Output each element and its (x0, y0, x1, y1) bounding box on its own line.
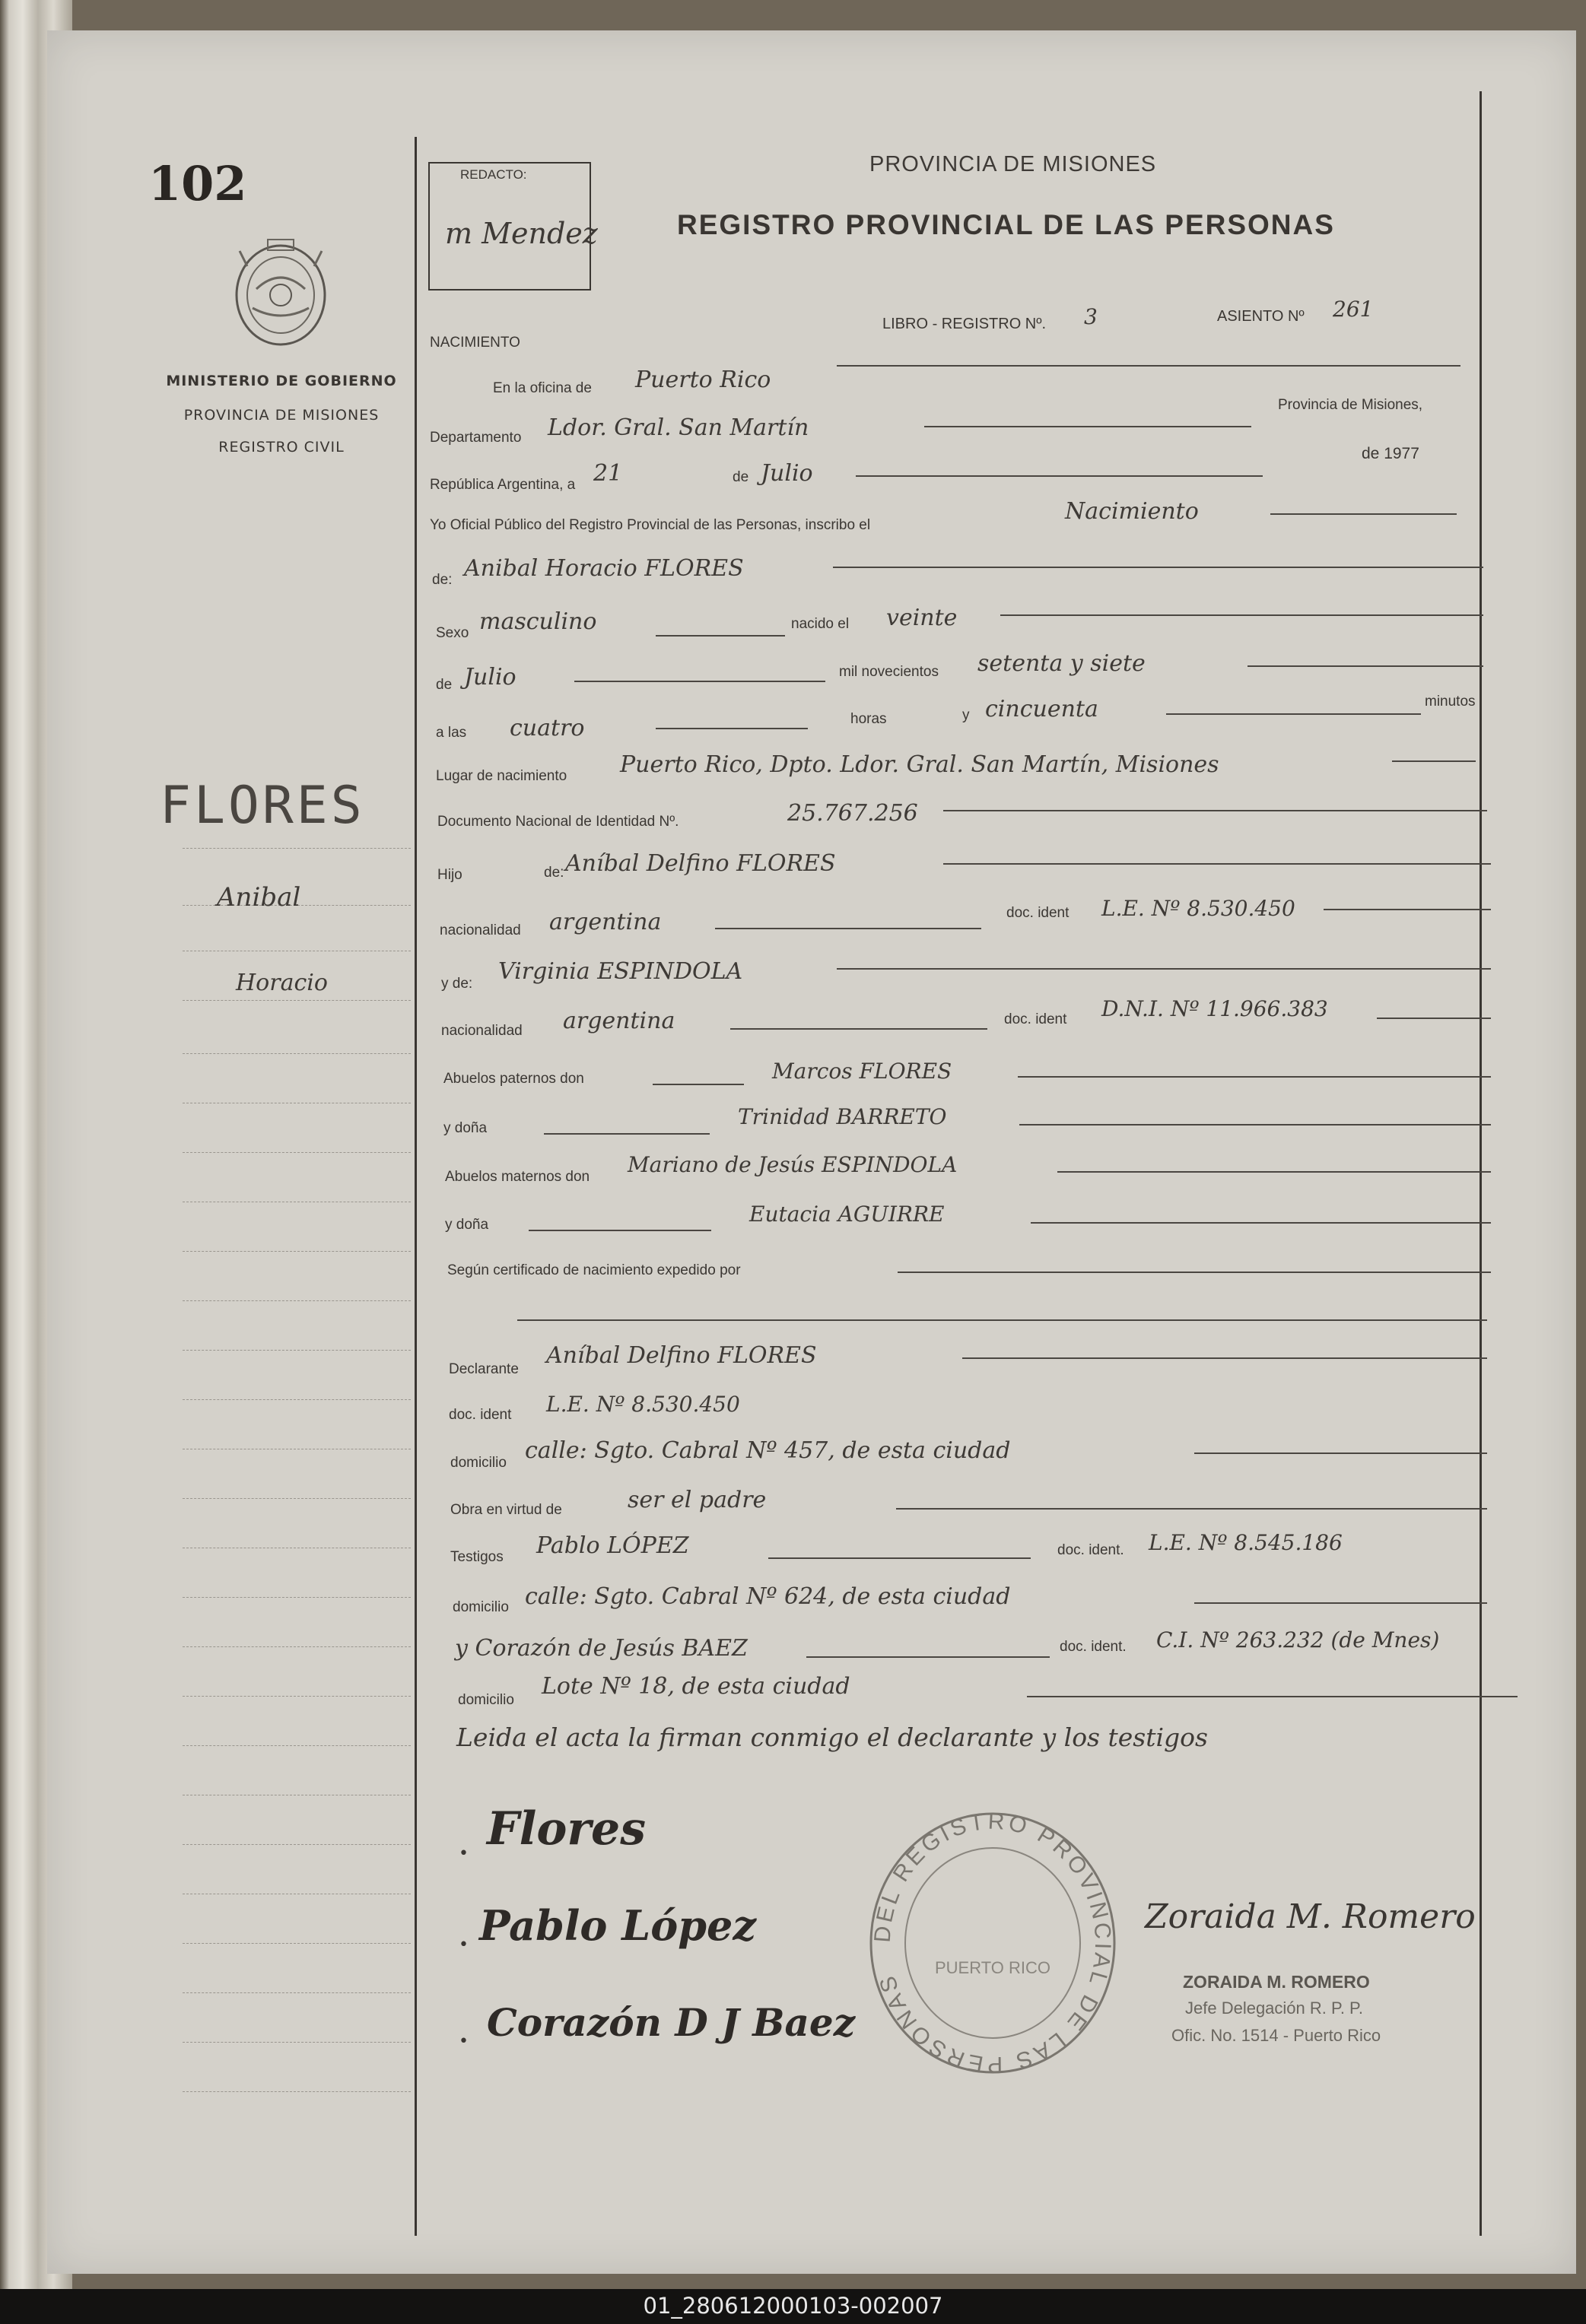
padre-nacionalidad-label: nacionalidad (440, 922, 521, 938)
abuelos-maternos-label: Abuelos maternos don (445, 1169, 590, 1185)
declarante-domicilio: calle: Sgto. Cabral Nº 457, de esta ciudad (525, 1437, 1011, 1464)
testigos-label: Testigos (450, 1549, 504, 1565)
stamp-official-name: ZORAIDA M. ROMERO (1183, 1972, 1370, 1992)
testigo2-domicilio-label: domicilio (458, 1692, 514, 1708)
yo-oficial-value: Nacimiento (1065, 498, 1199, 525)
abuelo-paterno: Marcos FLORES (772, 1059, 952, 1084)
asiento-label: ASIENTO Nº (1217, 308, 1305, 325)
margin-line (183, 1696, 411, 1697)
nacido-value: veinte (886, 605, 958, 631)
madre-label: y de: (441, 976, 473, 992)
testigo1-doc: L.E. Nº 8.545.186 (1149, 1530, 1343, 1555)
y-label: y (962, 707, 970, 723)
lugar-label: Lugar de nacimiento (436, 768, 567, 784)
year-label: de 1977 (1362, 445, 1419, 462)
declarante-label: Declarante (449, 1361, 519, 1377)
fill-line (1392, 760, 1476, 762)
fill-line (943, 863, 1491, 865)
margin-line (183, 1943, 411, 1944)
fill-line (1018, 1076, 1491, 1078)
fill-line (1194, 1452, 1487, 1454)
testigo2-signature: Corazón D J Baez (487, 2000, 856, 2045)
padre-nacionalidad: argentina (549, 909, 662, 935)
madre-name: Virginia ESPINDOLA (498, 958, 743, 985)
birth-year-words: setenta y siete (977, 650, 1146, 677)
oficina-label: En la oficina de (493, 380, 592, 396)
fill-line (1248, 665, 1483, 667)
margin-line (183, 1251, 411, 1252)
padre-doc-label: doc. ident (1006, 905, 1070, 921)
sexo-label: Sexo (436, 625, 469, 641)
fill-line (715, 928, 981, 929)
mil-novecientos-label: mil novecientos (839, 664, 939, 680)
declarante-name: Aníbal Delfino FLORES (546, 1342, 817, 1369)
redacto-signature: m Mendez (445, 217, 598, 250)
fill-line (896, 1508, 1487, 1510)
horas-label: horas (850, 711, 887, 727)
testigo1-domicilio-label: domicilio (453, 1599, 509, 1615)
signature-bullet: • (459, 2032, 469, 2051)
minutos-label: minutos (1425, 694, 1476, 710)
stamp-center-text: PUERTO RICO (935, 1958, 1050, 1977)
yo-oficial-label: Yo Oficial Público del Registro Provincial de las Personas, inscribo el (430, 517, 871, 533)
right-rule (1480, 91, 1482, 2236)
oficina-value: Puerto Rico (635, 367, 771, 393)
testigo2-domicilio: Lote Nº 18, de esta ciudad (542, 1673, 850, 1700)
declarante-domicilio-label: domicilio (450, 1455, 507, 1471)
madre-nacionalidad: argentina (563, 1008, 675, 1034)
dona-materna-label: y doña (445, 1217, 489, 1233)
fill-line (1377, 1018, 1491, 1019)
republica-label: República Argentina, a (430, 477, 576, 493)
registro-civil-label: REGISTRO CIVIL (218, 439, 345, 456)
margin-line (183, 1992, 411, 1993)
abuelo-materno: Mariano de Jesús ESPINDOLA (628, 1152, 958, 1177)
fill-line (653, 1084, 744, 1085)
margin-line (183, 848, 411, 849)
margin-line (183, 1498, 411, 1499)
fill-line (730, 1028, 987, 1030)
stamp-official-role: Jefe Delegación R. P. P. (1185, 1999, 1364, 2018)
abuela-paterna: Trinidad BARRETO (738, 1104, 947, 1129)
libro-label: LIBRO - REGISTRO Nº. (882, 316, 1047, 332)
signature-bullet: • (459, 1935, 469, 1954)
testigo1-signature: Pablo López (479, 1901, 756, 1950)
nacimiento-heading: NACIMIENTO (430, 335, 520, 351)
testigo2-doc: C.I. Nº 263.232 (de Mnes) (1156, 1627, 1440, 1653)
libro-value: 3 (1084, 304, 1098, 329)
fill-line (656, 728, 808, 729)
horas-value: cuatro (510, 715, 585, 741)
page-number: 102 (148, 156, 247, 211)
birth-month: Julio (464, 664, 516, 691)
obra-label: Obra en virtud de (450, 1502, 562, 1518)
image-caption: 01_280612000103-002007 (643, 2293, 943, 2319)
fill-line (1270, 513, 1457, 515)
testigo1-name: Pablo LÓPEZ (536, 1532, 689, 1559)
madre-doc-label: doc. ident (1004, 1011, 1067, 1027)
margin-line (183, 2091, 411, 2092)
margin-line (183, 2042, 411, 2043)
fill-line (943, 810, 1487, 811)
minutos-value: cincuenta (985, 696, 1098, 722)
hijo-label: Hijo (437, 867, 462, 883)
ministerio-label: MINISTERIO DE GOBIERNO (166, 373, 397, 389)
margin-line (183, 1844, 411, 1845)
fill-line (1166, 713, 1421, 715)
margin-line (183, 1300, 411, 1301)
de-month-label: de (436, 677, 453, 693)
obra-value: ser el padre (628, 1487, 767, 1513)
sexo-value: masculino (479, 608, 597, 635)
fill-line (856, 475, 1263, 477)
testigo2-name: y Corazón de Jesús BAEZ (455, 1635, 748, 1662)
nacido-label: nacido el (791, 616, 850, 632)
fill-line (833, 567, 1483, 568)
fill-line (529, 1230, 711, 1231)
margin-line (183, 1152, 411, 1153)
margin-line (183, 1000, 411, 1001)
fill-line (837, 968, 1491, 970)
fill-line (924, 426, 1251, 427)
declarante-doc-label: doc. ident (449, 1407, 512, 1423)
redacto-label: REDACTO: (460, 167, 527, 182)
margin-surname: FLORES (160, 776, 365, 836)
signature-bullet: • (459, 1844, 469, 1863)
margin-line (183, 1646, 411, 1647)
margin-given-name-1: Anibal (217, 882, 301, 913)
provincia-label: PROVINCIA DE MISIONES (183, 407, 380, 424)
fill-line (656, 635, 785, 637)
header-provincia: PROVINCIA DE MISIONES (869, 152, 1157, 176)
leida-statement: Leida el acta la firman conmigo el declarante y los testigos (456, 1722, 1208, 1752)
padre-doc: L.E. Nº 8.530.450 (1101, 896, 1295, 921)
left-rule (415, 137, 417, 2236)
margin-line (183, 1399, 411, 1400)
de-label: de (733, 469, 749, 485)
header-registro: REGISTRO PROVINCIAL DE LAS PERSONAS (677, 209, 1335, 240)
fill-line (1031, 1222, 1491, 1224)
stamp-office: Ofic. No. 1514 - Puerto Rico (1171, 2026, 1381, 2045)
declarante-doc: L.E. Nº 8.530.450 (546, 1392, 740, 1417)
margin-line (183, 1745, 411, 1746)
dni-label: Documento Nacional de Identidad Nº. (437, 814, 679, 830)
fill-line (962, 1357, 1487, 1359)
testigo1-doc-label: doc. ident. (1057, 1542, 1124, 1558)
fill-line (1027, 1696, 1518, 1697)
fill-line (1324, 909, 1491, 910)
fill-line (544, 1133, 710, 1135)
fill-line (806, 1656, 1050, 1658)
dona-label: y doña (443, 1120, 488, 1136)
fill-line (768, 1557, 1031, 1559)
registrant-name: Anibal Horacio FLORES (464, 555, 744, 582)
testigo1-domicilio: calle: Sgto. Cabral Nº 624, de esta ciudad (525, 1583, 1011, 1610)
margin-line (183, 1053, 411, 1054)
republica-month: Julio (761, 460, 813, 487)
registry-stamp-icon (867, 1810, 1118, 2076)
departamento-value: Ldor. Gral. San Martín (548, 414, 809, 441)
madre-nacionalidad-label: nacionalidad (441, 1023, 523, 1039)
hijo-de-label: de: (544, 865, 564, 881)
declarante-signature: Flores (487, 1802, 646, 1856)
abuelos-paternos-label: Abuelos paternos don (443, 1071, 584, 1087)
fill-line (1019, 1124, 1491, 1125)
provincia-misiones-label: Provincia de Misiones, (1278, 397, 1423, 413)
abuela-materna: Eutacia AGUIRRE (749, 1202, 945, 1227)
lugar-value: Puerto Rico, Dpto. Ldor. Gral. San Martín, Misiones (620, 751, 1219, 778)
fill-line (1000, 614, 1483, 616)
margin-line (183, 1597, 411, 1598)
alas-label: a las (436, 725, 467, 741)
padre-name: Aníbal Delfino FLORES (565, 850, 836, 877)
testigo2-doc-label: doc. ident. (1060, 1639, 1127, 1655)
de-name-label: de: (432, 572, 453, 588)
segun-certificado-label: Según certificado de nacimiento expedido por (447, 1262, 741, 1278)
fill-line (898, 1272, 1491, 1273)
stamp-ring-text: DEL REGISTRO PROVINCIAL DE LAS PERSONAS (869, 1810, 1116, 2076)
fill-line (517, 1319, 1487, 1321)
asiento-value: 261 (1333, 297, 1374, 322)
fill-line (574, 681, 825, 682)
madre-doc: D.N.I. Nº 11.966.383 (1101, 996, 1328, 1021)
official-signature: Zoraida M. Romero (1145, 1897, 1476, 1936)
fill-line (837, 365, 1460, 367)
fill-line (1057, 1171, 1491, 1173)
republica-day: 21 (593, 460, 623, 487)
provincial-crest-icon (226, 236, 336, 350)
margin-given-name-2: Horacio (236, 970, 328, 996)
dni-value: 25.767.256 (787, 800, 918, 827)
fill-line (1194, 1602, 1487, 1604)
margin-line (183, 1350, 411, 1351)
departamento-label: Departamento (430, 430, 522, 446)
